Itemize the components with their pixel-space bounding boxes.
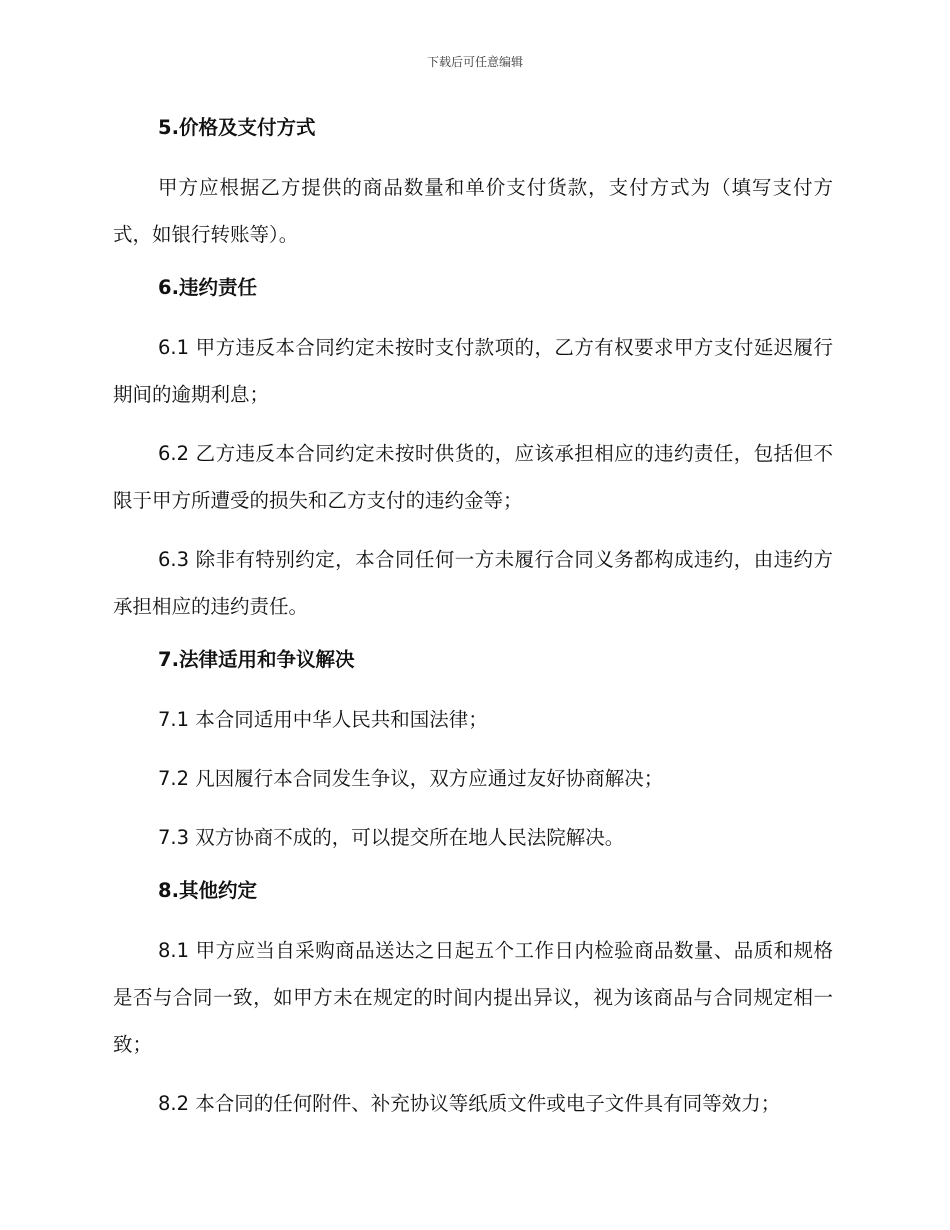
section-heading: 8.其他约定 <box>158 879 257 902</box>
section-heading: 7.法律适用和争议解决 <box>158 648 355 671</box>
section-price-payment <box>113 110 833 258</box>
section-heading: 6.违约责任 <box>158 276 257 299</box>
section-breach-liability <box>113 270 833 630</box>
section-heading: 5.价格及支付方式 <box>158 116 316 139</box>
paragraph: 6.2 乙方违反本合同约定未按时供货的，应该承担相应的违约责任，包括但不限于甲方所遭受的损失和乙方支付的违约金等； <box>113 442 833 512</box>
section-law-disputes <box>113 642 833 861</box>
document-body <box>113 110 833 1127</box>
page-header-note: 下载后可任意编辑 <box>426 55 523 69</box>
paragraph: 8.1 甲方应当自采购商品送达之日起五个工作日内检验商品数量、品质和规格是否与合同一致，如甲方未在规定的时间内提出异议，视为该商品与合同规定相一致； <box>113 939 833 1056</box>
paragraph: 7.3 双方协商不成的，可以提交所在地人民法院解决。 <box>158 826 625 849</box>
paragraph: 7.1 本合同适用中华人民共和国法律； <box>158 708 488 731</box>
paragraph: 7.2 凡因履行本合同发生争议，双方应通过友好协商解决； <box>158 767 664 790</box>
section-other-terms <box>113 873 833 1127</box>
paragraph: 8.2 本合同的任何附件、补充协议等纸质文件或电子文件具有同等效力； <box>158 1092 781 1115</box>
paragraph: 6.1 甲方违反本合同约定未按时支付款项的，乙方有权要求甲方支付延迟履行期间的逾期利息； <box>113 336 833 406</box>
paragraph: 6.3 除非有特别约定，本合同任何一方未履行合同义务都构成违约，由违约方承担相应的违约责任。 <box>113 548 833 618</box>
paragraph: 甲方应根据乙方提供的商品数量和单价支付货款，支付方式为（填写支付方式，如银行转账等）。 <box>113 176 833 246</box>
